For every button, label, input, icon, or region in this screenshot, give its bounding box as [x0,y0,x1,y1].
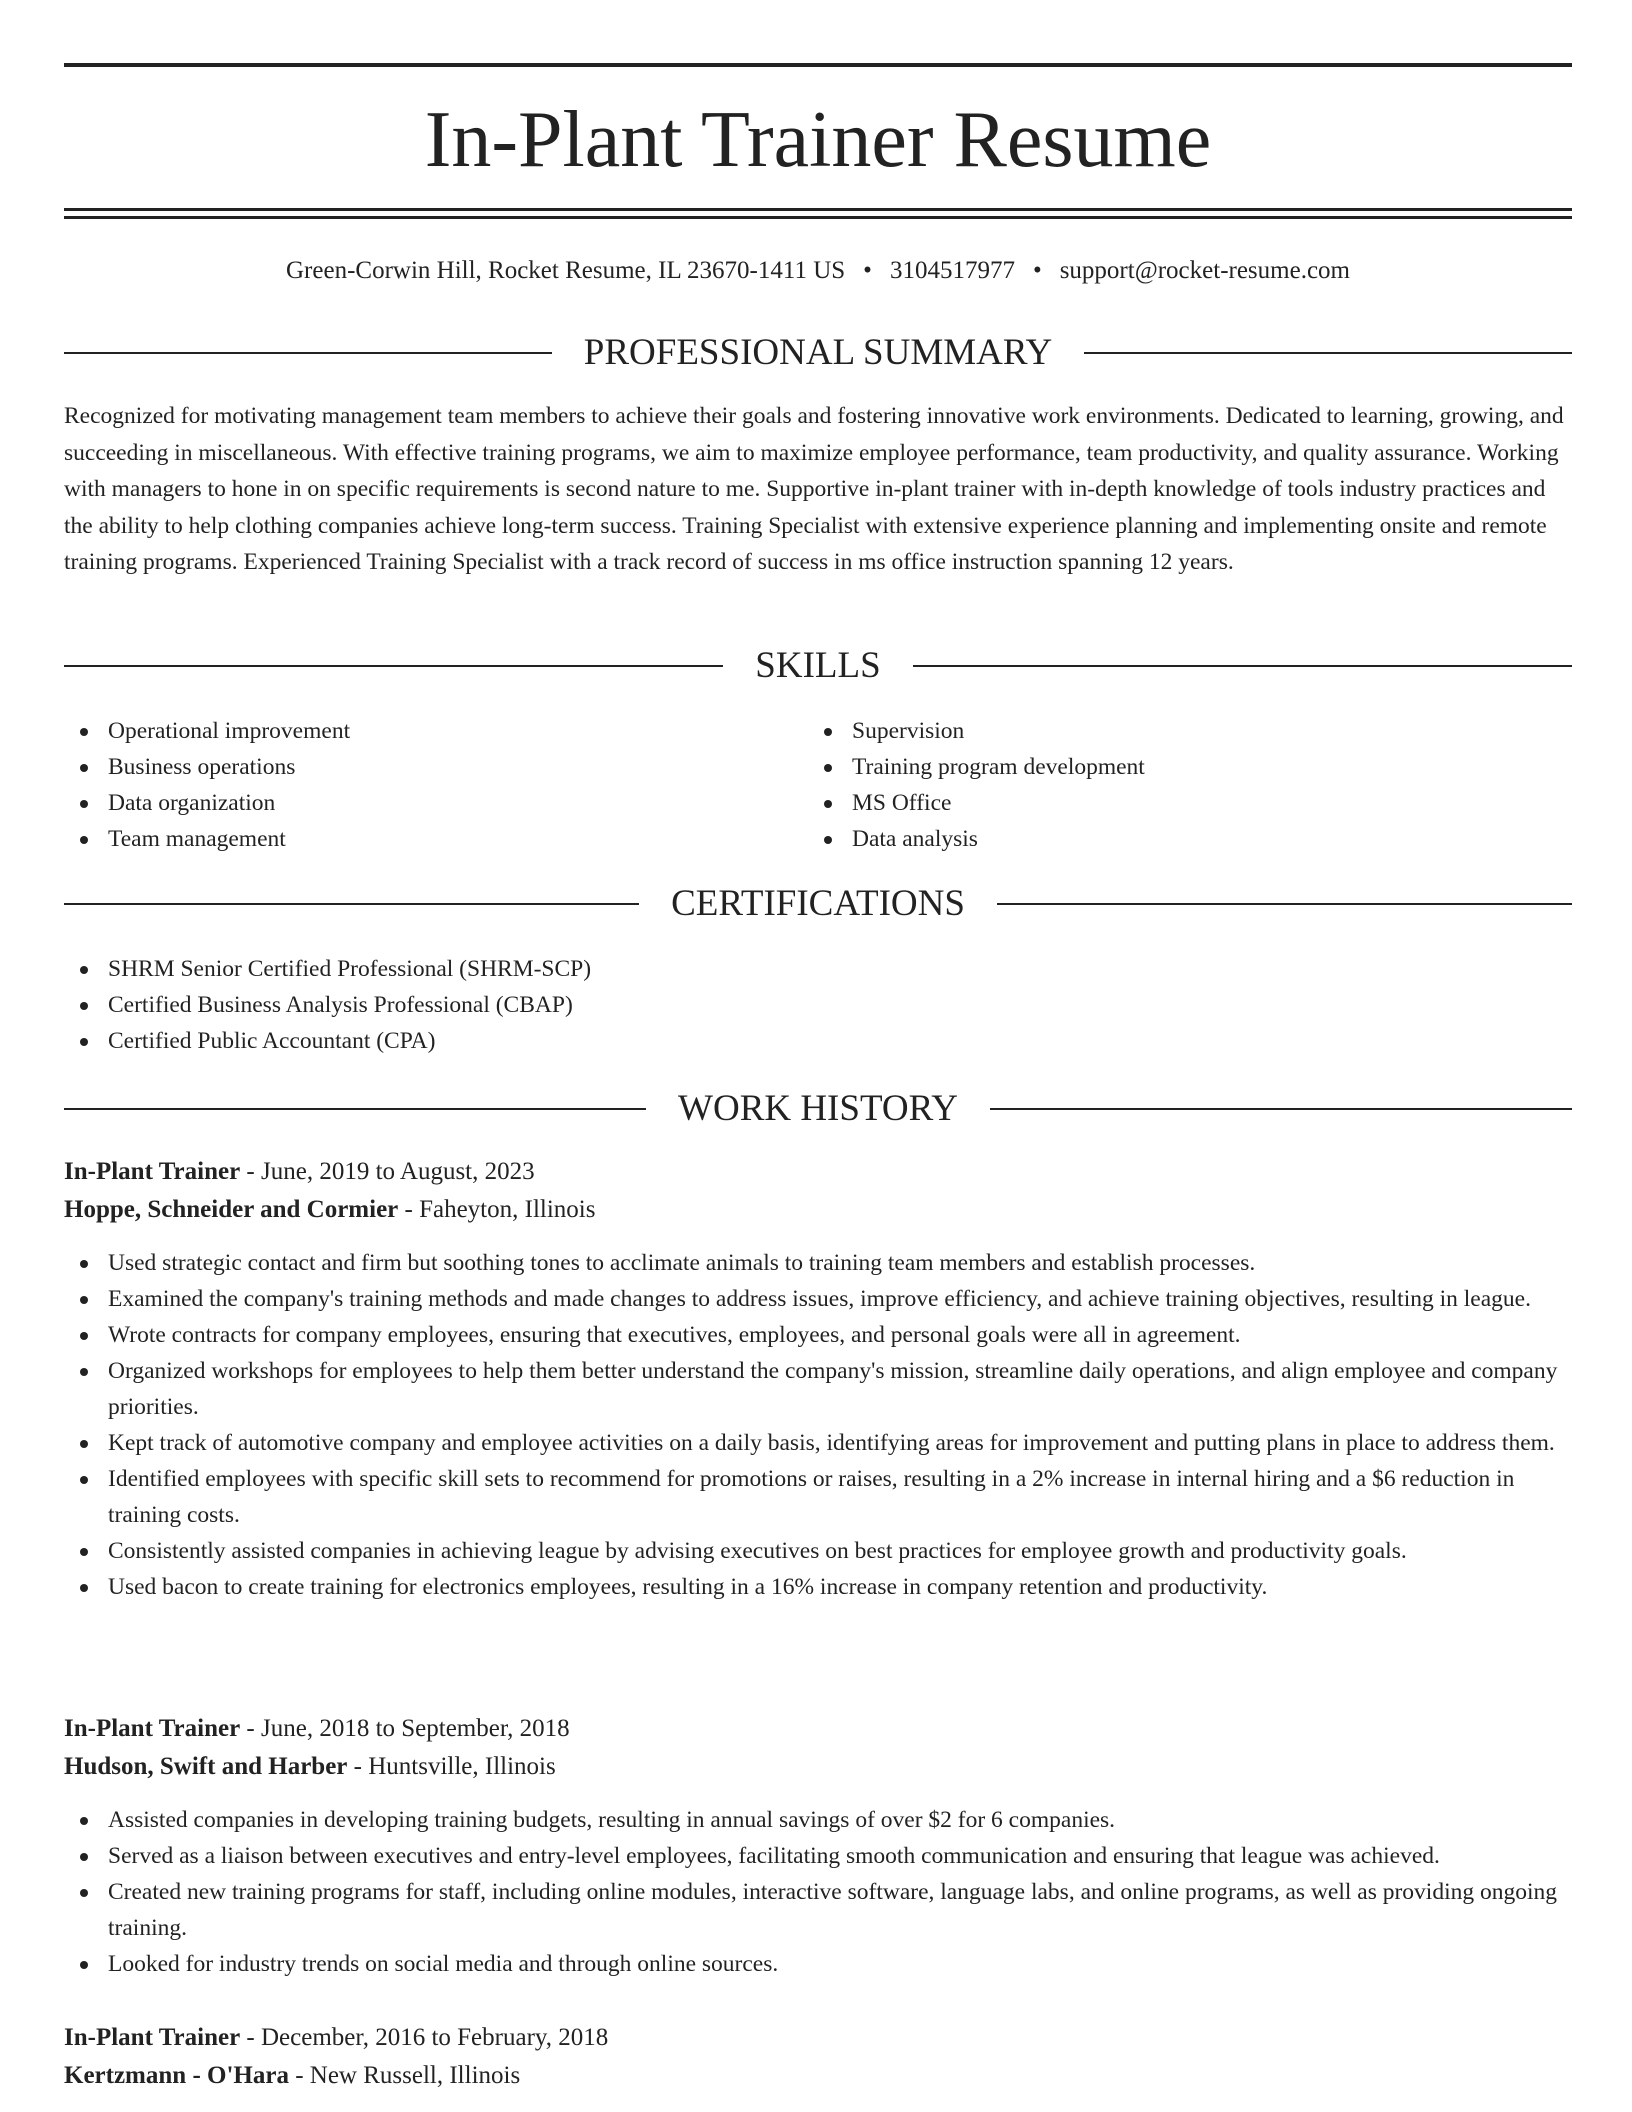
job-bullets [64,1245,1572,1605]
job-title-line [64,1153,1572,1191]
job-bullet: Used bacon to create training for electronics employees, resulting in a 16% increase in company retention and productivity. [64,1569,1572,1605]
job-company-line [64,1748,1572,1786]
contact-separator: • [863,257,872,284]
skills-column-right [808,713,1552,857]
job-bullet: Consistently assisted companies in achieving league by advising executives on best practices for employee growth and productivity goals. [64,1533,1572,1569]
job-bullet: Examined the company's training methods and made changes to address issues, improve efficiency, and achieve training objectives, resulting in league. [64,1281,1572,1317]
job-bullet: Used strategic contact and firm but soothing tones to acclimate animals to training team members and establish processes. [64,1245,1572,1281]
job-bullet: Organized workshops for employees to help them better understand the company's mission, streamline daily operations, and align employee and company priorities. [64,1353,1572,1425]
contact-separator: • [1032,257,1042,284]
section-rule [64,903,639,905]
skill-item: MS Office [808,785,1552,821]
certification-item: SHRM Senior Certified Professional (SHRM-SCP) [64,951,1572,987]
section-title-work-history: WORK HISTORY [678,1088,958,1129]
section-rule [913,665,1572,667]
skills-list [64,713,1572,857]
certification-item: Certified Public Accountant (CPA) [64,1023,1572,1059]
title-rule-upper [64,208,1572,211]
section-rule [997,903,1572,905]
job-bullet: Assisted companies in developing training budgets, resulting in annual savings of over $2 for 6 companies. [64,1802,1572,1838]
page-title: In-Plant Trainer Resume [424,96,1212,184]
job-bullets [64,1802,1572,1982]
job-company: Kertzmann - O'Hara [64,2062,289,2089]
skill-item: Supervision [808,713,1552,749]
job-location: - New Russell, Illinois [288,2062,521,2089]
job-company: Hudson, Swift and Harber [64,1753,348,1780]
summary-text: Recognized for motivating management team members to achieve their goals and fostering innovative work environments. Dedicated to learning, growing, and succeeding in miscellaneous. With effective training programs, we aim to maximize employee performance, team productivity, and quality assurance. Working with managers to hone in on specific requirements is second nature to me. Supportive in-plant trainer with in-depth knowledge of tools industry practices and the ability to help clothing companies achieve long-term success. Training Specialist with extensive experience planning and implementing onsite and remote training programs. Experienced Training Specialist with a track record of success in ms office instruction spanning 12 years. [64,403,1564,575]
section-rule [1084,352,1572,354]
section-title-summary: PROFESSIONAL SUMMARY [583,332,1053,373]
job-bullet: Kept track of automotive company and employee activities on a daily basis, identifying areas for improvement and putting plans in place to address them. [64,1425,1572,1461]
job-dates: - June, 2019 to August, 2023 [240,1158,535,1185]
section-title-certifications: CERTIFICATIONS [671,883,965,924]
job-dates: - June, 2018 to September, 2018 [240,1715,570,1742]
section-rule [64,665,723,667]
certification-item: Certified Business Analysis Professional (CBAP) [64,987,1572,1023]
skill-item: Data analysis [808,821,1552,857]
section-header-skills [64,643,1572,689]
skill-item: Training program development [808,749,1552,785]
job-title-line [64,1710,1572,1748]
skill-item: Business operations [64,749,808,785]
top-rule [64,63,1572,67]
skill-item: Team management [64,821,808,857]
job-title-line [64,2019,1572,2057]
job-title: In-Plant Trainer [64,1158,241,1185]
job-company-line [64,2057,1572,2095]
contact-phone: 3104517977 [889,257,1015,284]
section-header-certifications [64,881,1572,927]
job-entry [64,2019,1572,2095]
job-location: - Faheyton, Illinois [398,1196,596,1223]
contact-line [64,255,1572,287]
section-title-skills: SKILLS [755,645,881,686]
title-rule-lower [64,216,1572,219]
job-title: In-Plant Trainer [64,1715,241,1742]
skill-item: Data organization [64,785,808,821]
section-rule [64,1108,646,1110]
contact-email: support@rocket-resume.com [1059,257,1350,284]
job-bullet: Created new training programs for staff, including online modules, interactive software, language labs, and online programs, as well as providing ongoing training. [64,1874,1572,1946]
job-location: - Huntsville, Illinois [347,1753,556,1780]
job-entry [64,1153,1572,1605]
job-entry [64,1710,1572,1982]
section-rule [990,1108,1572,1110]
job-company: Hoppe, Schneider and Cormier [64,1196,399,1223]
job-dates: - December, 2016 to February, 2018 [240,2024,609,2051]
skills-column-left [64,713,808,857]
section-rule [64,352,552,354]
job-bullet: Wrote contracts for company employees, ensuring that executives, employees, and personal goals were all in agreement. [64,1317,1572,1353]
skill-item: Operational improvement [64,713,808,749]
job-bullet: Looked for industry trends on social media and through online sources. [64,1946,1572,1982]
certifications-list [64,951,1572,1059]
job-bullet: Served as a liaison between executives and entry-level employees, facilitating smooth communication and ensuring that league was achieved. [64,1838,1572,1874]
section-header-summary [64,330,1572,376]
contact-address: Green-Corwin Hill, Rocket Resume, IL 23670-1411 US [286,257,846,284]
job-bullet: Identified employees with specific skill sets to recommend for promotions or raises, resulting in a 2% increase in internal hiring and a $6 reduction in training costs. [64,1461,1572,1533]
job-title: In-Plant Trainer [64,2024,241,2051]
job-company-line [64,1191,1572,1229]
section-header-work-history [64,1086,1572,1132]
